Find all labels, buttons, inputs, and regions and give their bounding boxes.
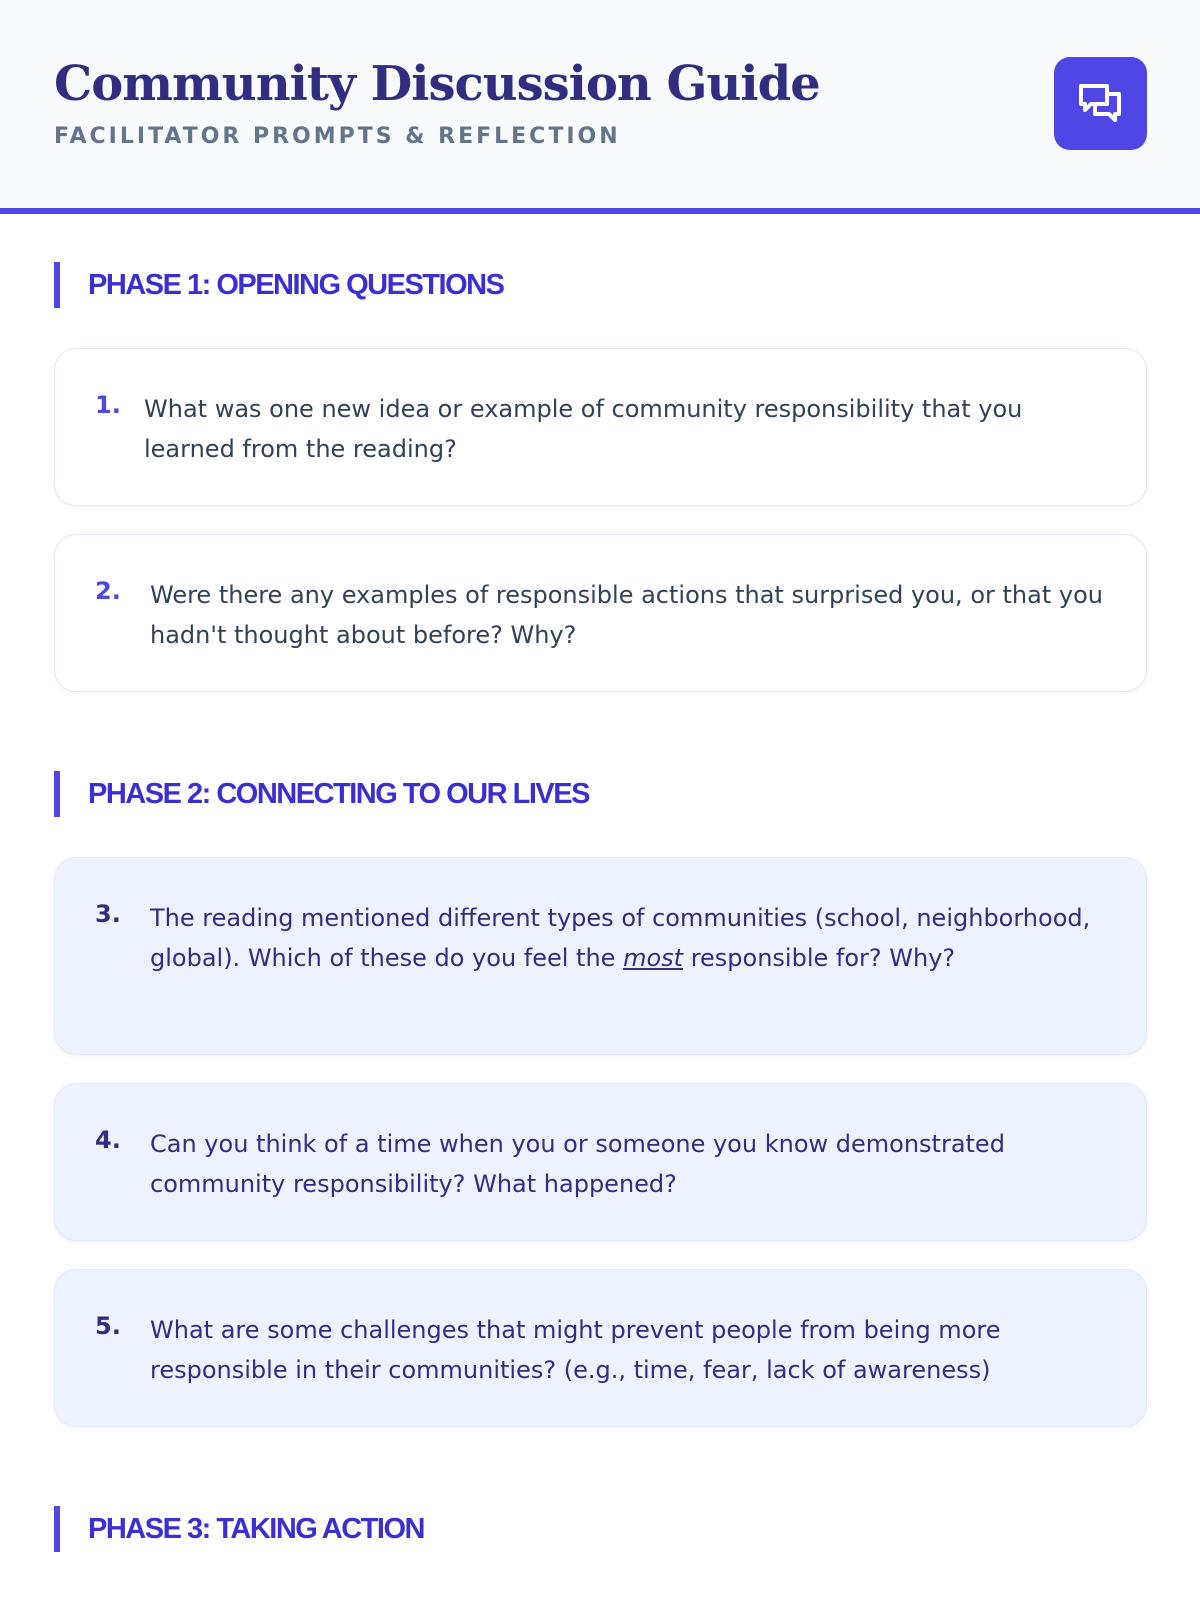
question-text: What was one new idea or example of community responsibility that you learned from the reading? [144,395,1023,463]
phase-3-heading: PHASE 3: TAKING ACTION [54,1506,424,1552]
chat-bubbles-icon [1075,78,1127,130]
page-subtitle: FACILITATOR PROMPTS & REFLECTION [54,124,621,149]
phase-1-heading: PHASE 1: OPENING QUESTIONS [54,262,503,308]
question-text: Can you think of a time when you or someone you know demonstrated community responsibility? What happened? [150,1130,1005,1198]
question-card-4 [54,1083,1147,1241]
question-text: Were there any examples of responsible actions that surprised you, or that you hadn't thought about before? Why? [150,581,1103,649]
question-number: 1. [95,391,121,419]
question-text-part: The reading mentioned different types of communities (school, neighborhood, global). Which of these do you feel the [150,904,1091,972]
emphasis-text: most [623,944,684,972]
question-number: 2. [95,577,121,605]
question-card-5 [54,1269,1147,1427]
question-number: 4. [95,1126,121,1154]
question-text [150,898,1110,978]
question-card-3 [54,857,1147,1055]
question-card-2 [54,534,1147,692]
page-title: Community Discussion Guide [54,56,820,112]
question-number: 5. [95,1312,121,1340]
chat-button[interactable] [1054,57,1147,150]
question-number: 3. [95,900,121,928]
question-text-part: responsible for? Why? [683,944,956,972]
question-card-1 [54,348,1147,506]
page-header [0,0,1200,214]
question-text: What are some challenges that might prevent people from being more responsible in their communities? (e.g., time, fear, lack of awareness) [150,1316,1001,1384]
phase-2-heading: PHASE 2: CONNECTING TO OUR LIVES [54,771,589,817]
